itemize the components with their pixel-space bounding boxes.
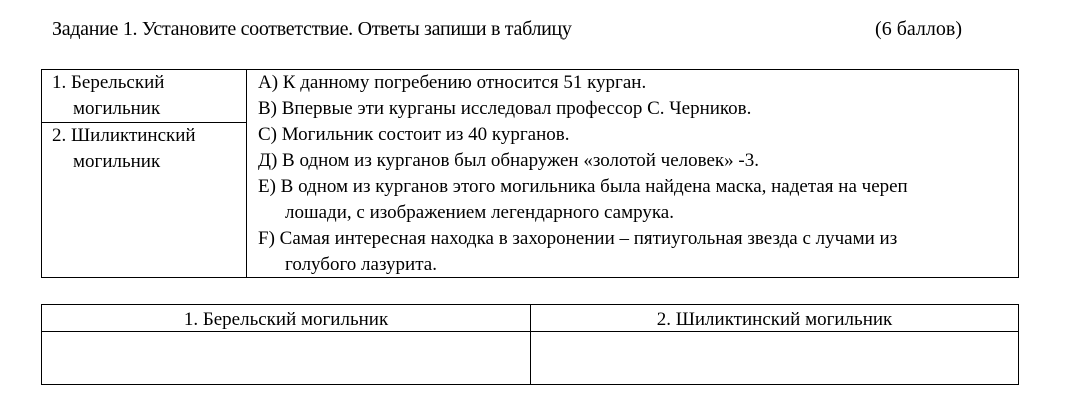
statement-b bbox=[258, 96, 1019, 122]
statement-text: F) Самая интересная находка в захоронении – пятиугольная звезда с лучами из bbox=[258, 228, 898, 249]
statement-text: В) Впервые эти курганы исследовал профессор С. Черников. bbox=[258, 98, 752, 119]
statement-text-cont: голубого лазурита. bbox=[285, 254, 437, 275]
task-header bbox=[52, 18, 962, 46]
matching-table bbox=[41, 69, 1019, 278]
burial-list bbox=[42, 70, 247, 277]
task-points: (6 баллов) bbox=[875, 18, 962, 40]
statement-f bbox=[258, 226, 1019, 278]
burial-item-name-cont: могильник bbox=[73, 151, 161, 172]
burial-item-name: Берельский bbox=[71, 72, 165, 93]
statement-text: А) К данному погребению относится 51 курган. bbox=[258, 72, 647, 93]
answer-table bbox=[41, 304, 1019, 385]
burial-item-number: 2. bbox=[52, 125, 67, 146]
answer-cell-2[interactable] bbox=[531, 332, 1018, 384]
burial-item-1 bbox=[42, 70, 246, 123]
burial-item-number: 1. bbox=[52, 72, 67, 93]
statement-text: С) Могильник состоит из 40 курганов. bbox=[258, 124, 570, 145]
statement-e bbox=[258, 174, 1019, 226]
answer-header-2: 2. Шиликтинский могильник bbox=[531, 305, 1018, 332]
statement-c bbox=[258, 122, 1019, 148]
answer-header-1: 1. Берельский могильник bbox=[42, 305, 531, 332]
statement-text-cont: лошади, с изображением легендарного самрука. bbox=[285, 202, 674, 223]
burial-item-name: Шиликтинский bbox=[71, 125, 196, 146]
statement-text: Е) В одном из курганов этого могильника была найдена маска, надетая на череп bbox=[258, 176, 908, 197]
burial-item-2 bbox=[42, 123, 246, 177]
statement-list bbox=[247, 70, 1019, 277]
answer-cell-1[interactable] bbox=[42, 332, 531, 384]
burial-item-name-cont: могильник bbox=[73, 98, 161, 119]
statement-d bbox=[258, 148, 1019, 174]
statement-text: Д) В одном из курганов был обнаружен «золотой человек» -3. bbox=[258, 150, 759, 171]
task-title: Задание 1. Установите соответствие. Ответы запиши в таблицу bbox=[52, 18, 572, 40]
statement-a bbox=[258, 70, 1019, 96]
